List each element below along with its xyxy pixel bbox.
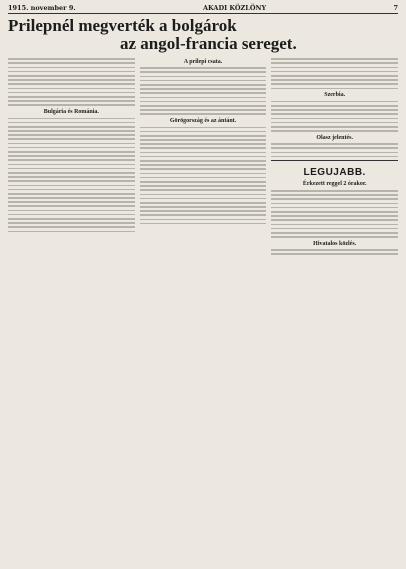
column-2 (140, 56, 267, 258)
page-number: 7 (393, 4, 398, 12)
section-heading-5: Olasz jelentés. (316, 134, 353, 141)
column-1 (8, 56, 135, 258)
latest-news-box (271, 160, 398, 237)
issue-date: 1915. november 9. (8, 4, 76, 12)
paper-name: AKADI KÖZLÖNY (202, 4, 267, 12)
section-heading-6: Hivatalos közlés. (313, 240, 357, 247)
masthead (8, 4, 398, 14)
latest-news-title: LEGUJABB. (303, 167, 366, 179)
article-columns (8, 56, 398, 258)
column-3 (271, 56, 398, 258)
section-heading-4: Szerbia. (324, 92, 346, 99)
section-heading-3: Görögország és az ántánt. (169, 117, 237, 124)
section-heading-1: Bulgária és Románia. (43, 108, 99, 115)
headline-line-1: Prilepnél megverték a bolgárok (8, 16, 237, 35)
main-headline (8, 17, 398, 53)
latest-news-subtitle: Érkezett reggel 2 órakor. (302, 181, 367, 188)
section-heading-2: A prilepi csata. (183, 58, 223, 65)
headline-line-2: az angol-francia sereget. (120, 33, 297, 53)
